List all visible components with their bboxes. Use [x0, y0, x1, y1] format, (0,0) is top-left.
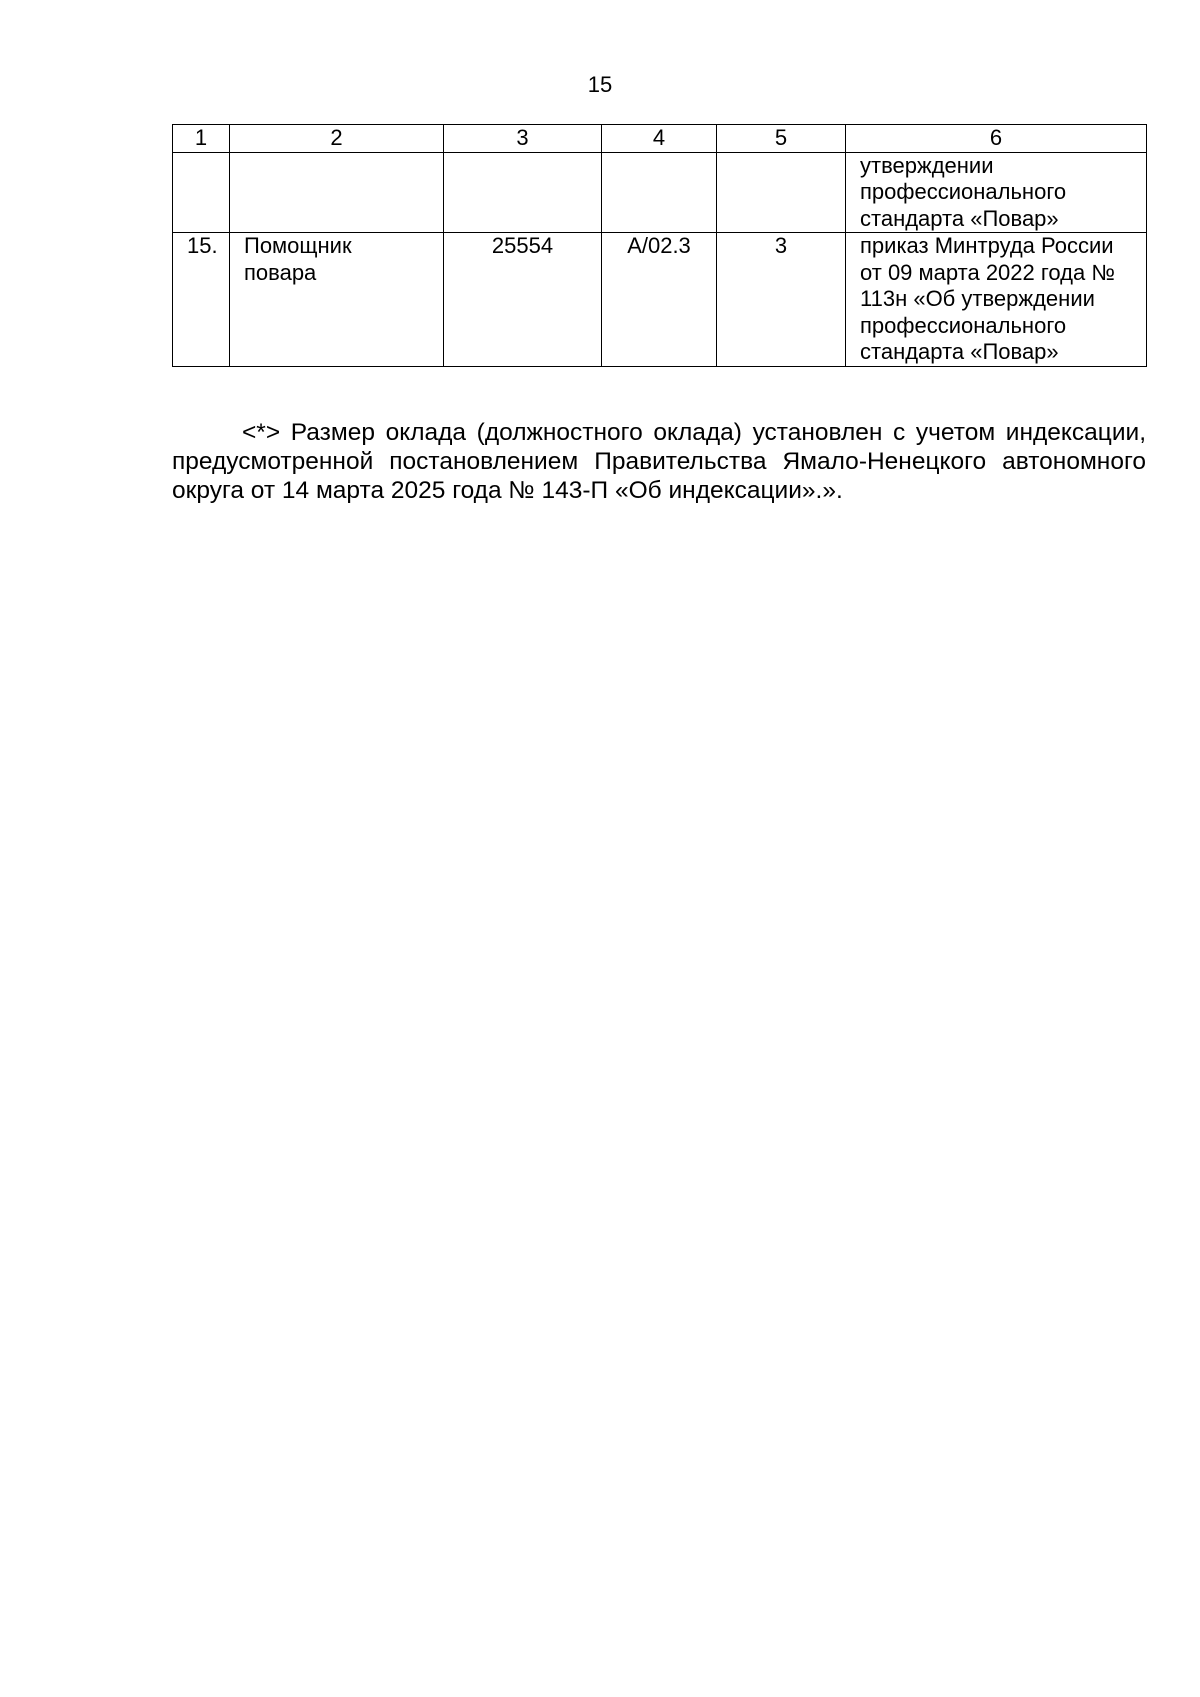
column-header-3: 3	[444, 125, 602, 153]
code-cell: А/02.3	[602, 233, 717, 367]
table-row	[173, 233, 1147, 367]
table-row	[173, 152, 1147, 233]
column-header-6: 6	[846, 125, 1147, 153]
column-header-4: 4	[602, 125, 717, 153]
salary-table	[172, 124, 1147, 367]
level-cell: 3	[717, 233, 846, 367]
row-number-cell: 15.	[173, 233, 230, 367]
table-header-row	[173, 125, 1147, 153]
basis-cell: утверждении профессионального стандарта «Повар»	[846, 152, 1147, 233]
basis-cell: приказ Минтруда России от 09 марта 2022 года № 113н «Об утверждении профессионального стандарта «Повар»	[846, 233, 1147, 367]
position-name-cell: Помощник повара	[230, 233, 444, 367]
salary-cell	[444, 152, 602, 233]
code-cell	[602, 152, 717, 233]
row-number-cell	[173, 152, 230, 233]
footnote-text: <*> Размер оклада (должностного оклада) установлен с учетом индексации, предусмотренной постановлением Правительства Ямало-Ненецкого автономного округа от 14 марта 2025 года № 143-П «Об индексации».».	[172, 419, 1146, 504]
level-cell	[717, 152, 846, 233]
column-header-2: 2	[230, 125, 444, 153]
column-header-1: 1	[173, 125, 230, 153]
salary-cell: 25554	[444, 233, 602, 367]
page-number: 15	[587, 72, 613, 97]
column-header-5: 5	[717, 125, 846, 153]
position-name-cell	[230, 152, 444, 233]
